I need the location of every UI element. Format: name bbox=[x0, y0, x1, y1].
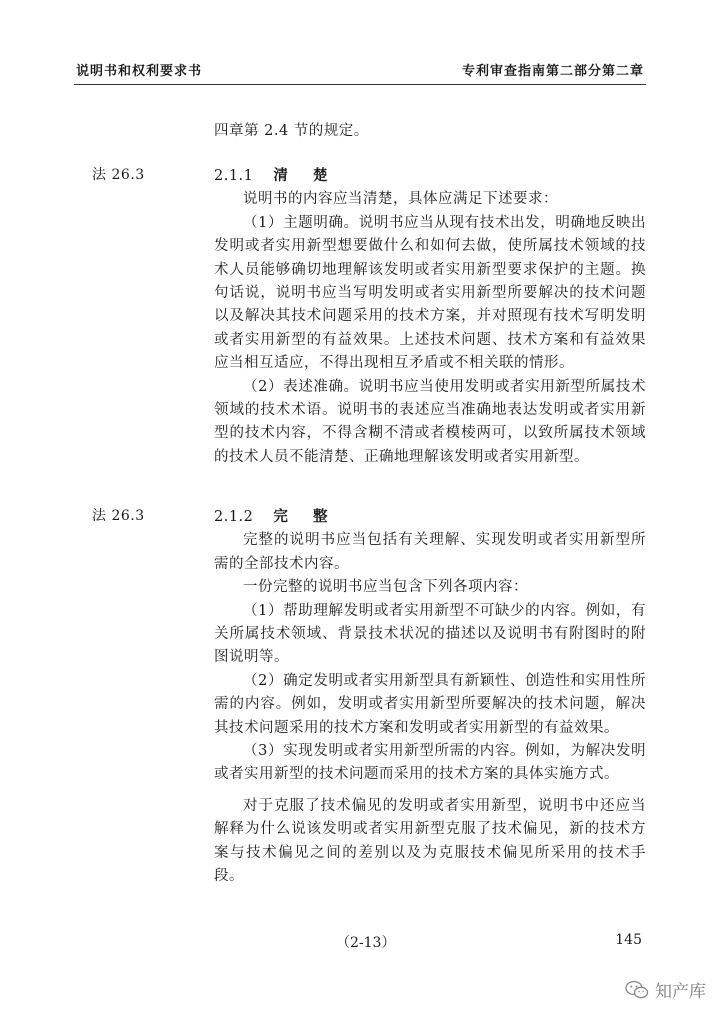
paragraph: （2）表述准确。说明书应当使用发明或者实用新型所属技术领域的技术术语。说明书的表述应当准确地表达发明或者实用新型的技术内容，不得含糊不清或者模棱两可，以致所属技术领域的技术人员不能清楚、正确地理解该发明或者实用新型。 bbox=[214, 378, 646, 465]
watermark bbox=[625, 977, 706, 1002]
continuation-text bbox=[214, 120, 646, 143]
section-heading bbox=[214, 164, 646, 188]
paragraph: （1）主题明确。说明书应当从现有技术出发，明确地反映出发明或者实用新型想要做什么和如何去做，使所属技术领域的技术人员能够确切地理解该发明或者实用新型要求保护的主题。换句话说，说明书应当写明发明或者实用新型所要解决的技术问题以及解决其技术问题采用的技术方案，并对照现有技术写明发明或者实用新型的有益效果。上述技术问题、技术方案和有益效果应当相互适应，不得出现相互矛盾或不相关联的情形。 bbox=[214, 214, 646, 372]
continuation-paragraph: 四章第 2.4 节的规定。 bbox=[214, 123, 369, 139]
page-number: 145 bbox=[615, 932, 642, 948]
law-reference: 法 26.3 bbox=[92, 508, 145, 524]
paragraph: （1）帮助理解发明或者实用新型不可缺少的内容。例如，有关所属技术领域、背景技术状况的描述以及说明书有附图时的附图说明等。 bbox=[214, 602, 646, 666]
section-number: 2.1.2 bbox=[214, 509, 254, 525]
section-clarity bbox=[214, 164, 646, 469]
paragraph: 说明书的内容应当清楚，具体应满足下述要求： bbox=[243, 191, 558, 208]
paragraph: 对于克服了技术偏见的发明或者实用新型，说明书中还应当解释为什么说该发明或者实用新型克服了技术偏见，新的技术方案与技术偏见之间的差别以及为克服技术偏见所采用的技术手段。 bbox=[214, 797, 646, 885]
law-reference: 法 26.3 bbox=[92, 167, 145, 183]
running-header-right: 专利审查指南第二部分第二章 bbox=[461, 64, 644, 79]
wechat-icon bbox=[625, 980, 649, 1000]
header-divider bbox=[74, 84, 646, 85]
section-number: 2.1.1 bbox=[214, 168, 254, 184]
page-code: （2-13） bbox=[336, 935, 396, 951]
paragraph: 完整的说明书应当包括有关理解、实现发明或者实用新型所需的全部技术内容。 bbox=[214, 532, 646, 572]
paragraph: （2）确定发明或者实用新型具有新颖性、创造性和实用性所需的内容。例如，发明或者实用新型所要解决的技术问题，解决其技术问题采用的技术方案和发明或者实用新型的有益效果。 bbox=[214, 672, 646, 736]
section-heading bbox=[214, 505, 646, 529]
section-completeness bbox=[214, 505, 646, 889]
watermark-text: 知产库 bbox=[655, 982, 706, 1002]
section-title: 完 整 bbox=[273, 508, 338, 525]
section-title: 清 楚 bbox=[273, 167, 338, 184]
paragraph: 一份完整的说明书应当包含下列各项内容： bbox=[243, 579, 528, 596]
paragraph: （3）实现发明或者实用新型所需的内容。例如，为解决发明或者实用新型的技术问题而采用的技术方案的具体实施方式。 bbox=[214, 743, 646, 783]
running-header-left: 说明书和权利要求书 bbox=[76, 64, 203, 79]
